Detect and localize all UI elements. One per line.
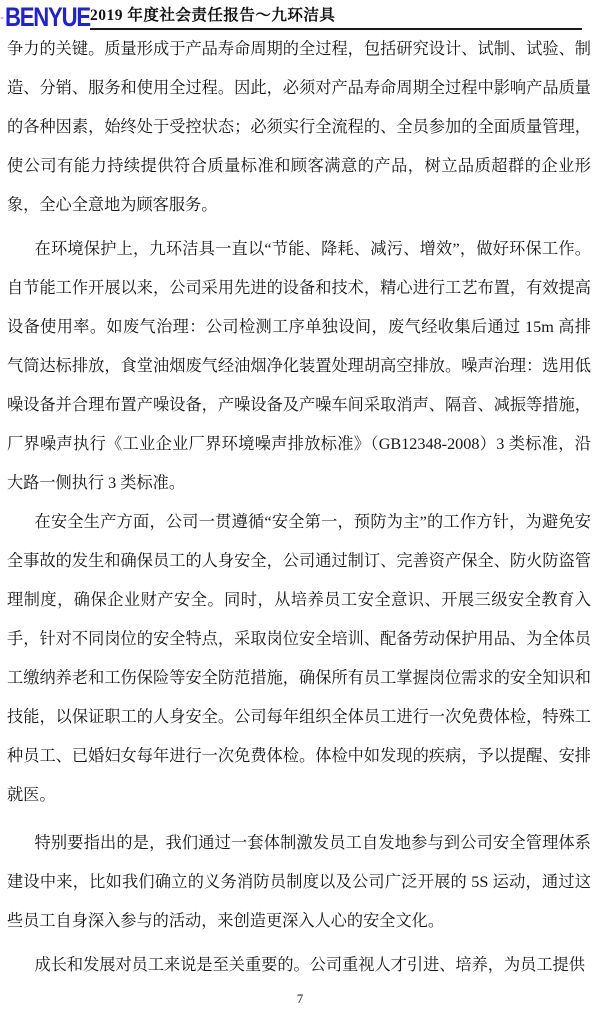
page-footer	[0, 990, 600, 1008]
paragraph-environment-protection: 在环境保护上，九环洁具一直以“节能、降耗、减污、增效”，做好环保工作。自节能工作开展以来，公司采用先进的设备和技术，精心进行工艺布置，有效提高设备使用率。如废气治理：公司检测工序单独设间，废气经收集后通过 15m 高排气筒达标排放，食堂油烟废气经油烟净化装置处理胡高空排放。噪声治理：选用低噪设备并合理布置产噪设备，产噪设备及产噪车间采取消声、隔音、减振等措施，厂界噪声执行《工业企业厂界环境噪声排放标准》（GB12348-2008）3 类标准，沿大路一侧执行 3 类标准。	[7, 240, 591, 492]
header-title-rule	[90, 3, 582, 30]
paragraph-production-safety: 在安全生产方面，公司一贯遵循“安全第一，预防为主”的工作方针，为避免安全事故的发生和确保员工的人身安全，公司通过制订、完善资产保全、防火防盗管理制度，确保企业财产安全。同时，从培养员工安全意识、开展三级安全教育入手，针对不同岗位的安全特点，采取岗位安全培训、配备劳动保护用品、为全体员工缴纳养老和工伤保险等安全防范措施，确保所有员工掌握岗位需求的安全知识和技能，以保证职工的人身安全。公司每年组织全体员工进行一次免费体检，特殊工种员工、已婚妇女每年进行一次免费体检。体检中如发现的疾病，予以提醒、安排就医。	[7, 513, 591, 804]
document-title: 2019 年度社会责任报告～九环洁具	[90, 7, 336, 24]
paragraph-quality-management: 争力的关键。质量形成于产品寿命周期的全过程，包括研究设计、试制、试验、制造、分销、服务和使用全过程。因此，必须对产品寿命周期全过程中影响产品质量的各种因素，始终处于受控状态；必须实行全流程的、全员参加的全面质量管理，使公司有能力持续提供符合质量标准和顾客满意的产品，树立品质超群的企业形象，全心全意地为顾客服务。	[7, 40, 591, 214]
logo-dash: -	[0, 10, 4, 24]
logo-text: BENYUE	[5, 2, 90, 32]
document-body	[7, 30, 591, 985]
page-header	[0, 0, 600, 30]
paragraph-employee-growth: 成长和发展对员工来说是至关重要的。公司重视人才引进、培养，为员工提供	[34, 956, 585, 974]
page-number: 7	[296, 991, 304, 1006]
paragraph-safety-culture: 特别要指出的是，我们通过一套体制激发员工自发地参与到公司安全管理体系建设中来，比如我们确立的义务消防员制度以及公司广泛开展的 5S 运动，通过这些员工自身深入参与的活动，来创造更深入人心的安全文化。	[7, 834, 591, 930]
